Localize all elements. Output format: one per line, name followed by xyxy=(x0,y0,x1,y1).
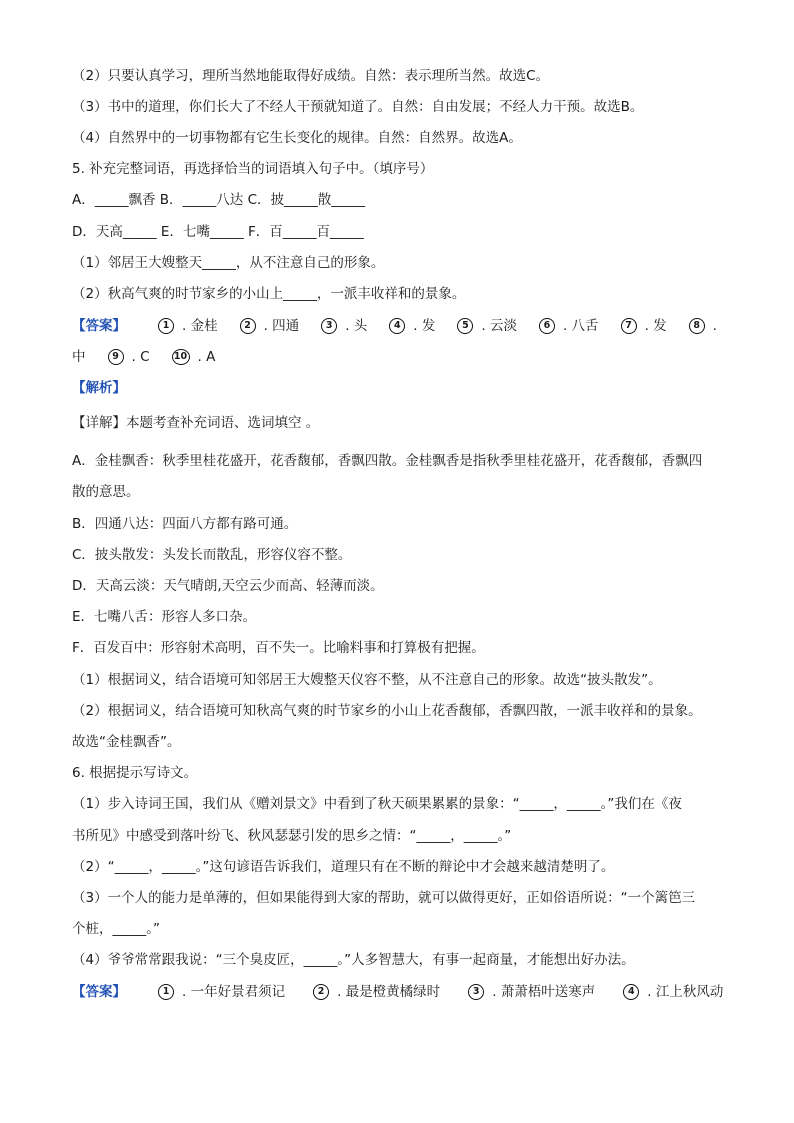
question-5-heading: 5. 补充完整词语，再选择恰当的词语填入句子中。（填序号） xyxy=(72,161,434,177)
circled-number-icon: 8 xyxy=(689,318,705,334)
circled-number-icon: 2 xyxy=(313,984,329,1000)
circled-number-icon: 9 xyxy=(108,349,124,365)
text-line: （3）一个人的能力是单薄的，但如果能得到大家的帮助，就可以做得更好，正如俗语所说：“一个篱笆三 xyxy=(72,890,696,906)
answer-item: 4 . 发 xyxy=(389,316,435,336)
circled-number-icon: 1 xyxy=(158,318,174,334)
text-line: 散的意思。 xyxy=(72,484,140,500)
answer-item: 1 . 金桂 xyxy=(158,316,218,336)
text-line: F．百发百中：形容射术高明，百不失一。比喻料事和打算极有把握。 xyxy=(72,640,485,656)
text-line: D．天高云淡：天气晴朗,天空云少而高、轻薄而淡。 xyxy=(72,578,384,594)
answer-row-1-cont xyxy=(72,347,732,367)
text-line: （2）秋高气爽的时节家乡的小山上_____，一派丰收祥和的景象。 xyxy=(72,286,466,302)
analysis-label: 【解析】 xyxy=(72,380,126,396)
question-6-heading: 6. 根据提示写诗文。 xyxy=(72,765,198,781)
text-line: （2）只要认真学习，理所当然地能取得好成绩。自然：表示理所当然。故选C。 xyxy=(72,68,550,84)
circled-number-icon: 2 xyxy=(240,318,256,334)
text-line: C．披头散发：头发长而散乱，形容仪容不整。 xyxy=(72,547,352,563)
text-line: （3）书中的道理，你们长大了不经人干预就知道了。自然：自由发展；不经人力干预。故选B。 xyxy=(72,99,644,115)
text-line: 故选“金桂飘香”。 xyxy=(72,734,181,750)
circled-number-icon: 1 xyxy=(158,984,174,1000)
answer-item: 4 . 江上秋风动 xyxy=(623,982,723,1002)
circled-number-icon: 6 xyxy=(539,318,555,334)
circled-number-icon: 4 xyxy=(389,318,405,334)
answer-item: 6 . 八舌 xyxy=(539,316,599,336)
text-line: D．天高_____ E．七嘴_____ F．百_____百_____ xyxy=(72,224,364,240)
text-line: 个桩，_____。” xyxy=(72,921,160,937)
answer-item: 1 . 一年好景君须记 xyxy=(158,982,285,1002)
answer-item: 7 . 发 xyxy=(621,316,667,336)
text-line: 书所见》中感受到落叶纷飞、秋风瑟瑟引发的思乡之情：“_____，_____。” xyxy=(72,828,512,844)
text-line: 中 xyxy=(72,349,86,365)
text-line: A．_____飘香 B．_____八达 C．披_____散_____ xyxy=(72,192,366,208)
circled-number-icon: 7 xyxy=(621,318,637,334)
text-line: （2）根据词义，结合语境可知秋高气爽的时节家乡的小山上花香馥郁，香飘四散，一派丰收祥和的景象。 xyxy=(72,703,702,719)
answer-label: 【答案】 xyxy=(72,984,126,1000)
text-line: B．四通八达：四面八方都有路可通。 xyxy=(72,516,298,532)
circled-number-icon: 3 xyxy=(321,318,337,334)
circled-number-icon: 5 xyxy=(457,318,473,334)
circled-number-icon: 3 xyxy=(468,984,484,1000)
answer-item: 10 . A xyxy=(172,347,216,367)
answer-item: 8 . xyxy=(689,316,717,336)
answer-item: 9 . C xyxy=(108,347,150,367)
answer-label: 【答案】 xyxy=(72,318,126,334)
text-line: 【详解】本题考查补充词语、选词填空 。 xyxy=(72,415,320,431)
answer-item: 2 . 四通 xyxy=(240,316,300,336)
answer-item: 3 . 萧萧梧叶送寒声 xyxy=(468,982,595,1002)
text-line: （2）“_____，_____。”这句谚语告诉我们，道理只有在不断的辩论中才会越来越清楚明了。 xyxy=(72,859,615,875)
circled-number-icon: 4 xyxy=(623,984,639,1000)
answer-item: 3 . 头 xyxy=(321,316,367,336)
answer-row-2 xyxy=(72,982,732,1002)
text-line: （1）根据词义，结合语境可知邻居王大嫂整天仪容不整，从不注意自己的形象。故选“披头散发”。 xyxy=(72,672,662,688)
text-line: A．金桂飘香：秋季里桂花盛开，花香馥郁，香飘四散。金桂飘香是指秋季里桂花盛开，花香馥郁，香飘四 xyxy=(72,453,703,469)
text-line: （4）爷爷常常跟我说：“三个臭皮匠，_____。”人多智慧大，有事一起商量，才能想出好办法。 xyxy=(72,952,635,968)
answer-item: 2 . 最是橙黄橘绿时 xyxy=(313,982,440,1002)
text-line: （1）邻居王大嫂整天_____，从不注意自己的形象。 xyxy=(72,255,385,271)
answer-item: 5 . 云淡 xyxy=(457,316,517,336)
text-line: （4）自然界中的一切事物都有它生长变化的规律。自然：自然界。故选A。 xyxy=(72,130,522,146)
circled-number-icon: 10 xyxy=(172,349,190,365)
text-line: E．七嘴八舌：形容人多口杂。 xyxy=(72,609,257,625)
answer-row-1 xyxy=(72,316,732,336)
text-line: （1）步入诗词王国，我们从《赠刘景文》中看到了秋天硕果累累的景象：“_____，_____。”我们在《夜 xyxy=(72,796,682,812)
